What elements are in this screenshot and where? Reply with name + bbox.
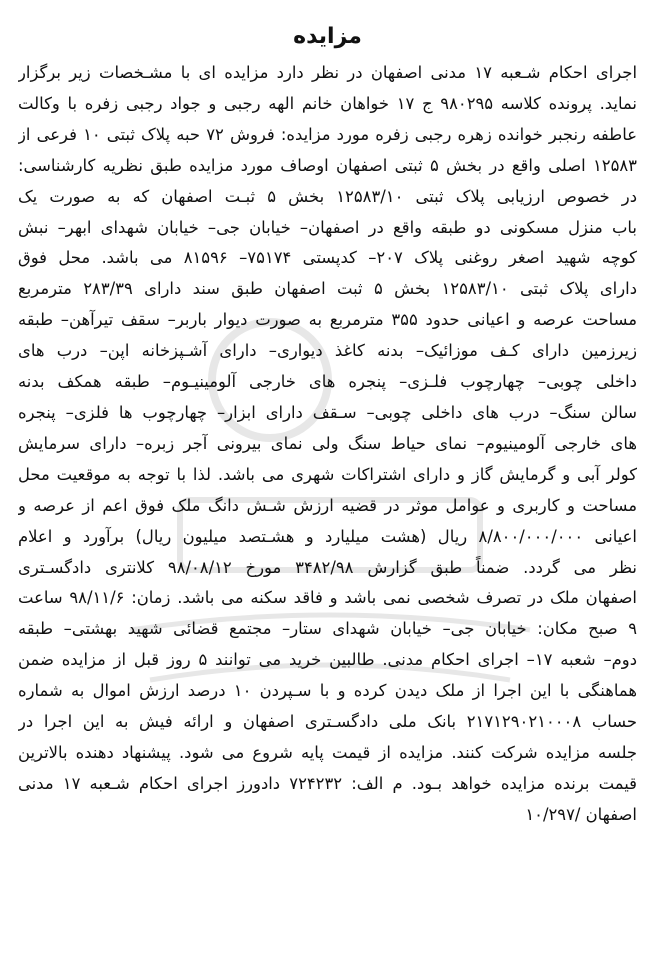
notice-body bbox=[18, 58, 637, 831]
notice-line: مساحت عرصه و اعیانی حدود ۳۵۵ مترمربع به صورت دیوار باربر– سقف تیرآهن– طبقه bbox=[18, 310, 637, 330]
notice-line: در خصوص ارزیابی پلاک ثبتی ۱۲۵۸۳/۱۰ بخش ۵ ثبـت اصفهان که به صورت یک bbox=[18, 186, 637, 206]
notice-line: های خارجی آلومینیوم– نمای حیاط سنگ ولی نمای بیرونی آجر زبره– دارای سرمایش bbox=[18, 433, 637, 453]
notice-line: نظر می گردد. ضمناً طبق گزارش ۳۴۸۲/۹۸ مورخ ۹۸/۰۸/۱۲ کلانتری دادگسـتری bbox=[18, 557, 637, 577]
notice-line: مساحت و کاربری و عوامل موثر در قضیه ارزش شـش دانگ ملک فوق اعم از عرصه و bbox=[18, 495, 637, 515]
notice-line: اصفهان ملک در تصرف شخصی نمی باشد و فاقد سکنه می باشد. زمان: ۹۸/۱۱/۶ ساعت bbox=[18, 588, 637, 608]
notice-line: هماهنگی با این اجرا از ملک دیدن کرده و با سـپردن ۱۰ درصد ارزش اموال به شماره bbox=[18, 681, 637, 701]
notice-line: قیمت برنده مزایده خواهد بـود. م الف: ۷۲۴۲۳۲ دادورز اجرای احکام شـعبه ۱۷ مدنی bbox=[18, 773, 637, 793]
notice-line: اجرای احکام شـعبه ۱۷ مدنی اصفهان در نظر دارد مزایده ای با مشـخصات زیر برگزار bbox=[18, 63, 637, 82]
notice-line: ۱۲۵۸۳ اصلی واقع در بخش ۵ ثبتی اصفهان اوصاف مورد مزایده طبق نظریه کارشناسی: bbox=[18, 155, 637, 175]
notice-line: سالن سنگ– درب های داخلی چوبی– سـقف دارای ابزار– چهارچوب ها فلزی– پنجره bbox=[18, 402, 637, 422]
notice-line: کوچه شهید اصغر روغنی پلاک ۲۰۷– کدپستی ۷۵۱۷۴– ۸۱۵۹۶ می باشد. محل فوق bbox=[18, 248, 637, 268]
notice-line: زیرزمین دارای کـف موزائیک– بدنه کاغذ دیواری– دارای آشـپزخانه اپن– درب های bbox=[18, 341, 637, 361]
notice-line: جلسه مزایده شرکت کنند. مزایده از قیمت پایه شروع می شود. پیشنهاد دهنده بالاترین bbox=[18, 742, 637, 762]
notice-line: عاطفه رنجبر خوانده زهره رجبی زفره مورد مزایده: فروش ۷۲ حبه پلاک ثبتی ۱۰ فرعی از bbox=[18, 124, 637, 144]
notice-line: دوم– شعبه ۱۷– اجرای احکام مدنی. طالبین خرید می توانند ۵ روز قبل از مزایده ضمن bbox=[18, 650, 637, 670]
notice-line: داخلی چوبی– چهارچوب فلـزی– پنجره های خارجی آلومینیـوم– طبقه همکف بدنه bbox=[18, 372, 637, 392]
notice-line: باب منزل مسکونی دو طبقه واقع در اصفهان– خیابان جی– خیابان شهدای ابهر– نبش bbox=[18, 217, 637, 237]
notice-line: دارای پلاک ثبتی ۱۲۵۸۳/۱۰ بخش ۵ ثبت اصفهان طبق سند دارای ۲۸۳/۳۹ مترمربع bbox=[18, 279, 637, 299]
notice-line: کولر آبی و گرمایش گاز و دارای اشتراکات شهری می باشد. لذا با توجه به موقعیت محل bbox=[18, 464, 637, 484]
notice-line: نماید. پرونده کلاسه ۹۸۰۲۹۵ ج ۱۷ خواهان خانم الهه رجبی و جواد رجبی زفره با وکالت bbox=[18, 93, 637, 113]
notice-title: مزایده bbox=[293, 24, 362, 49]
notice-line: اعیانی ۸/۸۰۰/۰۰۰/۰۰۰ ریال (هشت میلیارد و هشـتصد میلیون ریال) برآورد و اعلام bbox=[18, 526, 637, 546]
notice-line: حساب ۲۱۷۱۲۹۰۲۱۰۰۰۸ بانک ملی دادگسـتری اصفهان و ارائه فیش به این اجرا در bbox=[18, 712, 637, 732]
notice-line: اصفهان /۱۰/۲۹۷ bbox=[525, 804, 637, 824]
notice-line: ۹ صبح مکان: خیابان جی– خیابان شهدای ستار– مجتمع قضائی شهید بهشتی– طبقه bbox=[18, 619, 637, 639]
